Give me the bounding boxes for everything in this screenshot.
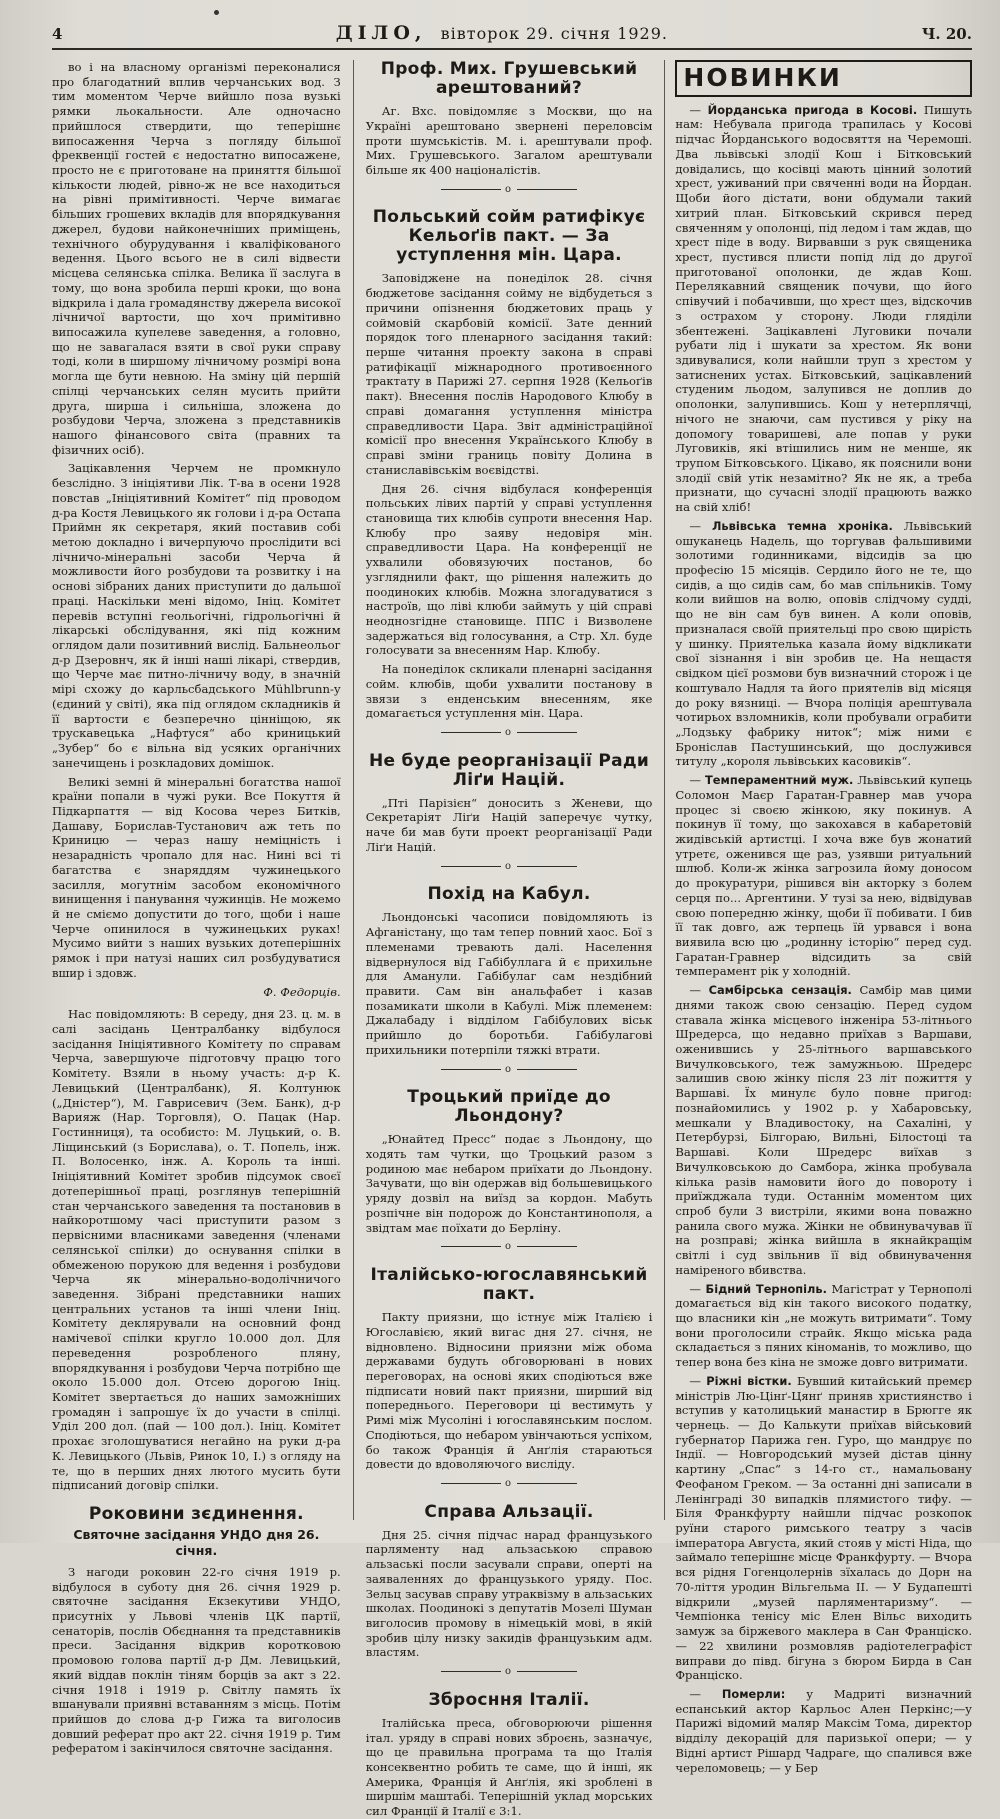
masthead — [52, 22, 972, 50]
article-paragraph: Нас повідомляють: В середу, дня 23. ц. м. в салі засідань Централбанку відбулося засідання Ініціятивного Комітету по справам Черча, завершуюче підготовчу працю того Комітету. Взяли в ньому участь: д-р К. Левицький (Централбанк), Я. Колтунюк („Дністер“), М. Гаврисевич (Зем. Банк), д-р Варияж (Нар. Торговля), О. Пацак (Нар. Гостинниця), та особисто: М. Луцький, о. В. Ліщинський (з Борислава), о. Т. Попель, інж. П. Волосенко, інж. А. Король та інші. Ініціятивний Комітет зробив підсумок своєї дотеперішньої праці, розглянув теперішній стан черчанського заведення та постановив в найкоротшому часі приступити разом з первісними власниками заведення (членами селянської спілки) до оснування спілки в обмеженою порукою для ведення і розбудови Черча як мінерально-водолічничого заведення. Зібрані представники наших центральних установ та інші члени Ініц. Комітету деклярували на основний фонд намічевої спілки круглo 10.000 дол. Для переведення розробленого пляну, впорядкування і розбудови Черча потрібно ще около 15.000 дол. Отсею дорогою Ініц. Комітет звертається до наших заможніших громадян і запрошує їх до участи в спілці. Уділ 200 дол. (пай — 100 дол.). Ініц. Комітет прохає зголошуватися негайно на руки д-ра К. Левицького (Львів, Ринок 10, I.) з огляду на те, що в перших днях лютого мусить бути підписаний договір спілки. — [52, 1007, 341, 1493]
issue-number: Ч. 20. — [921, 25, 972, 43]
article-headline: Проф. Мих. Грушевський арештований? — [380, 59, 638, 99]
ink-dot — [214, 10, 219, 15]
article-paragraph: во і на власному організмі переконалися про благодатний вплив черчанських вод. З тим моментом Черче вийшло поза вузькі рямки льокальности. Але одночасно прийшлося ствердити, що теперішнє випосаження Черча з погляду більшої фреквенції гостей є недостатно випосажене, просто не є приготоване на приняття більшої кількости людей, рівно-ж не все находиться на рівні примітивності. Черче вимагає більших грошевих вкладів для впорядкування джерел, будови найконечніших приміщень, технічного обурудування і кваліфікованого ведення. Цього всього не в силі відвести місцева селянська спілка. Велика її заслуга в тому, що вона зробила перші кроки, що вона відкрила і дала громадянству джерела високої лічничої вартости, що хоч примітивно випосажила купелеве заведення, а головно, що не завагалася взяти в свої руки справу тоді, коли в ширшому лічничому розмірі вона могла ще бути невною. На зміну цій першій спілці черчанських селян мусить прийти друга, ширша і сильніша, зложена до розбудови Черча, зложена з представників нашого фінансового світа (правних та фізичних осіб). — [52, 60, 341, 457]
article-headline: Польський сойм ратифікує Кельоґів пакт. — За уступлення мін. Цара. — [372, 207, 646, 266]
separator: o — [366, 1478, 653, 1491]
news-item-title: Померли: — [721, 1686, 786, 1701]
article-paragraph: Італійська преса, обговорюючи рішення італ. уряду в справі нових зброєнь, зазначує, що це правильна програма та що Італія консеквентно робить те саме, що й інші, як Америка, Франція й Анґлія, які зроблені в ширшім маштабі. Теперішній уклад морських сил Франції й Італії є 3:1. — [365, 1715, 653, 1819]
article-headline: Збросння Італії. — [428, 1689, 590, 1710]
article-subheadline: Святочне засідання УНДО дня 26. січня. — [73, 1527, 320, 1558]
article-paragraph: Великі земні й мінеральні богатства нашої країни попали в чужі руки. Все Покуття й Підкарпаття — від Косова через Битків, Дашаву, Борислав-Тустанович аж теть по Криницю — чераз нашу неміцність і незарадність чропало для нас. Нині всі ті багатства є знаряддям чужинецького засилля, могутнім засобом економічного винищення і панування чужинців. Не можемо й не сміємо допустити до того, щоби і наше Черче опинилося в чужинецьких руках! Мусимо вийти з наших вузьких дотеперішніх рямок і при натузі наших сил розбудуватися вшир і здовж. — [52, 774, 341, 980]
separator: o — [366, 184, 653, 197]
article-headline: Не буде реорганізації Ради Ліґи Націй. — [368, 750, 650, 790]
separator: o — [366, 727, 653, 740]
news-item-title: Темпераментний муж. — [705, 773, 854, 788]
column-left — [52, 60, 353, 1756]
article-paragraph: Дня 25. січня підчас нарад французького парляменту над альзаською справою альзаські посли засували справи, оперті на заяваленнях до французького уряду. Пос. Зельц засував справу утраквізму в альзаських школах. Поодинокі з депутатів Мозелі Шуман виголосив промову в німецькій мові, в якій зробив цілу низку закидів французьким адм. властям. — [365, 1527, 653, 1660]
article-paragraph: З нагоди роковин 22-го січня 1919 р. відбулося в суботу дня 26. січня 1929 р. святочне засідання Екзекутиви УНДО, присутніх у Львові членів ЦК партії, сенаторів, послів Обєднання та представників преси. Засідання відкрив коротковою промовою голова партії д-р Дм. Левицький, який віддав поклін тіням борців за акт з 22. січня 1918 і 1919 р. Світлу память їх вшанували приявні вставанням з місць. Потім прийшов до слова д-р Гижа та виголосив довший реферат про акт 22. січня 1919 р. Тим рефератом і закінчилося святочне засідання. — [52, 1564, 341, 1756]
article-paragraph: „Пті Парізієн“ доносить з Женеви, що Секретаріят Ліґи Націй заперечує чутку, наче би мав бути проект реорганізації Ради Ліґи Націй. — [365, 795, 653, 854]
issue-date: вівторок 29. січня 1929. — [440, 24, 668, 43]
masthead-center — [336, 22, 668, 44]
news-item: — Померли: у Мадриті визначний еспанський актор Карльос Ален Перкінс;—у Парижі відомий маляр Максім Тома, директор відділу декорацій для паризької опери; — у Відні артист Рішард Чадраге, що спалився вже череломовець; — у Бер — [675, 1686, 973, 1775]
news-item: — Самбірська сензація. Самбір мав цими днями також свою сензацію. Перед судом ставала жінка місцевого інженіра 53-літнього Шредерса, що недавно приїхав з Варшави, оженившись у 25-літнього варшавського Вичулковського, теж замужньою. Шредерс залишив свою жінку після 23 літ пожиття у Варшаві. Їх минулє було повне пригод: познайомились у 1902 р. у Хабаровську, мешкали у Владивостоку, на Сахаліні, у Петербурзі, Білгораю, Вильні, Білостоці та Варшаві. Коли Шредерс виїхав з Вичулковською до Самбора, жінка пробувала кілька разів намовити його до повороту і приїжджала туди. Останнім моментом цих спроб були 3 вистріли, якими вона поважно ранила свого мужа. Жінки не обвинувачував її на розправі; жінка вийшла в якнайкращім світлі і суд звільнив її від обвинувачення наміреного вбивства. — [675, 983, 972, 1277]
news-item-text: у Мадриті визначний еспанський актор Карльос Ален Перкінс;—у Парижі відомий маляр Максім Тома, директор відділу декорацій для паризької опери; — у Відні артист Рішард Чадраге, що спалився вже череломовець; — у Бер — [675, 1686, 973, 1775]
news-item-title: Ріжні вістки. — [706, 1373, 792, 1388]
news-item-text: Пишуть нам: Небувала пригода трапилась у Косові підчас Йорданського водосвяття на Черемоші. Два львівські злодії Кош і Бітковський довідались, що косівці мають цінний золотий хрест, уживаний при свяченні води на Йордан. Щоби його дістати, вони обдумали такий хитрий план. Бітковський скрився перед свяченням у ополонці, під ледом і там ждав, що хрест піде в воду. Вирвавши з рук священика хрест, пустився плисти попід лід до другої приготованої ополонки, де ждав Кош. Перелякавний священик почуви, що його співучий і побачивши, що хрест щез, відскочив з острахом у сторону. Люди гляділи збентежені. Зацікавлені Луговики почали рубати лід і шукати за хрестом. Як вони здивувалися, коли найшли труп з хрестом у затиснених устах. Бітковський, зацікавлений студеним льодом, залупився не доплив до ополонки, залупившись. Кош у нетерплячці, нічого не знаючи, сам пустився у ріку на допомогу товаришеві, але попав у руки Луговиків, які втішились ним не менше, як трупом Бітковського. Цікаво, як пояснили вони злодії свій утік незамітно? Як не як, а треба признати, що сучасні злодії працюють важко на свій хліб! — [675, 102, 973, 515]
newspaper-name: ДІЛО, — [335, 22, 427, 44]
article-paragraph: Аг. Вхс. повідомляє з Москви, що на Україні арештовано звернені переловсім проти шумськістів. М. і. арештували проф. Мих. Грушевського. Загалом арештували більше як 400 націоналістів. — [365, 104, 653, 177]
news-item-text: Львівський купець Соломон Маєр Гаратан-Гравнер мав учора процес зі своєю жінкою, яку покинув. А покинув її тому, що закохався в кабаретовій жидівській артистці. І хоча вже був жонатий утретє, оженився ще раз, узявши ритуальний шлюб. Коли-ж жінка загрозила йому доносом до прокуратури, рішився він акторку з болем серця по... Аргентини. У тузі за нею, відвідував свою попередню жінку, щоби її побивати. І бив її так довго, аж терпець їй урвався і вона виявила всю цю „родинну історію“ перед суд. Гаратан-Гравнер відсидить за свій темперамент рік у холодній. — [675, 773, 973, 979]
article-headline: Італійсько-югославянський пакт. — [370, 1265, 648, 1305]
section-title: НОВИНКИ — [675, 60, 972, 97]
article-paragraph: Заповіджене на понеділок 28. січня бюджетове засідання сойму не відбудеться з причини опізнення бюджетових праць у соймовій скарбовій комісії. Зате денний порядок того пленарного засідання такий: перше читання проекту закона в справі ратифікації міжнародного противоєнного трактату в Парижі 27. серпня 1928 (Кельоґів пакт). Внесення послів Народового Клюбу в справі домагання уступлення міністра справедливости Цара. Звіт адміністраційної комісії про внесення Українського Клюбу в справі зміни границь повіту Долина в станиславівськім воєвідстві. — [365, 271, 653, 477]
column-right — [664, 60, 973, 1775]
article-paragraph: Льондонські часописи повідомляють із Афганістану, що там тепер повний хаос. Бої з племенами тревають далі. Населення відвернулося від Габібуллага й є прихильне для Аманули. Габібулаг сам нездібний правити. Сам він анальфабет і казав позамикати школи в Кабулі. Між племенем: Джалабаду і відділом Габібулових віськ прийшло до боротьби. Габібулагові прихильники потерпіли тяжкі втрати. — [365, 910, 653, 1057]
author-signature: Ф. Федорців. — [263, 984, 341, 999]
news-item-text: Бувший китайський премєр міністрів Лю-Цінґ-Цянґ приняв християнство і вступив у католицький манастир в Брюгге як чернець. — До Калькути приїхав військовий губернатор Парижа ген. Гуро, що мандрує по Індії. — Новгородський музей дістав цінну картину „Спас“ з 14-го ст., намальовану Феофаном Греком. — За останні дні записали в Ленінграді 30 випадків плямистого тифу. — Біля Франкфурту найшли підчас розкопок руїни старого римського театру з часів імператора Августа, який стояв у місті Ніда, що займало теперішнє місце Франкфурту. — Вчора вся рідня Гогенцолернів зїхалась до Дорн на 70-ліття уродин Вільгельма II. — У Будапешті відкрили „музей парляментаризму“. — Чемпіонка тенісу міс Елен Вільс виходить замуж за біржевого маклера в Сан Франціско. — 22 хвилини розмовляв радіотелеграфіст виправи до півд. бігуна з бюром Бирда в Сан Франціско. — [675, 1373, 973, 1683]
article-paragraph: Пакту приязни, що істнує між Італією і Югославією, який вигас дня 27. січня, не відновлено. Відносини приязни між обома державами будуть обговорювані в нових переговорах, на основі яких сподіються вже підписати новий пакт приязни, ширший від попереднього. Переговори ці вестимуть у Римі між Мусоліні і югославянським послом. Сподіються, що небаром увінчаються успіхом, бо також Франція й Анґлія стараються довести до вдоволяючого висліду. — [365, 1310, 653, 1472]
news-item: — Ріжні вістки. Бувший китайський премєр міністрів Лю-Цінґ-Цянґ приняв християнство і вступив у католицький манастир в Брюгге як чернець. — До Калькути приїхав військовий губернатор Парижа ген. Гуро, що мандрує по Індії. — Новгородський музей дістав цінну картину „Спас“ з 14-го ст., намальовану Феофаном Греком. — За останні дні записали в Ленінграді 30 випадків плямистого тифу. — Біля Франкфурту найшли підчас розкопок руїни старого римського театру з часів імператора Августа, який стояв у місті Ніда, що займало теперішнє місце Франкфурту. — Вчора вся рідня Гогенцолернів зїхалась до Дорн на 70-ліття уродин Вільгельма II. — У Будапешті відкрили „музей парляментаризму“. — Чемпіонка тенісу міс Елен Вільс виходить замуж за біржевого маклера в Сан Франціско. — 22 хвилини розмовляв радіотелеграфіст виправи до півд. бігуна з бюром Бирда в Сан Франціско. — [675, 1373, 973, 1683]
article-headline: Троцький приїде до Льондону? — [407, 1087, 611, 1127]
news-item-title: Львівська темна хроніка. — [711, 518, 893, 533]
separator: o — [366, 1241, 653, 1254]
page-number: 4 — [52, 25, 63, 43]
separator: o — [366, 1064, 653, 1077]
column-middle — [353, 59, 665, 1819]
columns — [52, 59, 973, 1819]
news-item: — Темпераментний муж. Львівський купець Соломон Маєр Гаратан-Гравнер мав учора процес зі своєю жінкою, яку покинув. А покинув її тому, що закохався в кабаретовій жидівській артистці. І хоча вже був жонатий утретє, оженився ще раз, узявши ритуальний шлюб. Коли-ж жінка загрозила йому доносом до прокуратури, рішився він акторку з болем серця по... Аргентини. У тузі за нею, відвідував свою попередню жінку, щоби її побивати. І бив її так довго, аж терпець їй урвався і вона виявила всю цю „родинну історію“ перед суд. Гаратан-Гравнер відсидить за свій темперамент рік у холодній. — [675, 773, 973, 979]
news-item-text: Магістрат у Тернополі домагається від кін такого високого податку, що власники кін „не можуть витримати“. Тому вони проголосили страйк. Якщо міська рада складається з пяних кіноманів, то можливо, що тепер вона без кіна не зможе довго витримати. — [675, 1281, 973, 1370]
news-item-title: Самбірська сензація. — [708, 983, 852, 998]
news-item-title: Йорданська пригода в Косові. — [707, 102, 918, 117]
article-headline: Справа Альзації. — [424, 1501, 594, 1522]
article-headline: Роковини зєдинення. — [88, 1504, 304, 1524]
news-item-title: Бідний Тернопіль. — [705, 1281, 827, 1296]
news-item-text: Львівський ошуканець Надель, що торгував фальшивими золотими годинниками, відсидів за цю професію 15 місяців. Сердило його не те, що сидів, а що сидів сам, бо мав спільників. Тому коли вийшов на волю, оповів слідчому судді, що не він сам був винен. А коли оповів, призналася своїй приятельці про свою щирість у шинку. Приятелька казала йому відкликати свої зізнання і він зробив це. На нещастя свідком цієї розмови був визначний сторож і це коштувало Надля та його приятелів від місяця до року вязниці. — Вчора поліція арештувала чотирьох взломників, коли пробували ограбити „Лодзьку фабрику ниток“; між ними є Броніслав Пастушинський, що дослужився титулу „короля львівських касовиків“. — [675, 518, 973, 769]
article-headline: Похід на Кабул. — [427, 884, 591, 905]
news-item: — Львівська темна хроніка. Львівський ошуканець Надель, що торгував фальшивими золотими годинниками, відсидів за цю професію 15 місяців. Сердило його не те, що сидів, а що сидів сам, бо мав спільників. Тому коли вийшов на волю, оповів слідчому судді, що не він сам був винен. А коли оповів, призналася своїй приятельці про свою щирість у шинку. Приятелька казала йому відкликати свої зізнання і він зробив це. На нещастя свідком цієї розмови був визначний сторож і це коштувало Надля та його приятелів від місяця до року вязниці. — Вчора поліція арештувала чотирьох взломників, коли пробували ограбити „Лодзьку фабрику ниток“; між ними є Броніслав Пастушинський, що дослужився титулу „короля львівських касовиків“. — [675, 518, 973, 769]
article-paragraph: Зацікавлення Черчем не промкнуло безслідно. З ініціятиви Лік. Т-ва в осени 1928 повстав „Ініціятивний Комітет“ під проводом д-ра Костя Левицького як голови і д-ра Остапа Приймн як секретаря, який поставив собі метою докладно і вичерпуючо прослідити всі лічничо-мінеральні засоби Черча й можливости його розбудови та розвитку і на основі зібраних даних приступити до дальшої праці. Наскільки мені відомо, Ініц. Комітет перевів вступні геольогічні, гідрольогічні й лікарські обслідування, які під кожним оглядом дали позитивний вислід. Бальнеольог д-р Дзеровнч, як й інші наші лікарі, ствердив, що Черче має питно-лічничу воду, в значній мірі схожу до карльсбадського Mühlbrunn-у (єдиний у світі), яка під оглядом складників й її вартости є безперечно цінніщою, як трускавецька „Нафтуся“ або криницький „Зубер“ бо є вільна від усяких органічних занечищень і розкладових домішок. — [52, 461, 341, 770]
separator: o — [366, 861, 653, 874]
news-item-text: Самбір мав цими днями також свою сензацію. Перед судом ставала жінка місцевого інженіра 53-літнього Шредерса, що недавно приїхав з Варшави, оженившись у 25-літнього варшавського Вичулковського, теж замужньою. Шредерс залишив свою жінку після 23 літ пожиття у Варшаві. Їх минулє було повне пригод: познайомились у 1902 р. у Хабаровську, мешкали у Владивостоку, на Сахаліні, у Петербурзі, Білгораю, Вильні, Білостоці та Варшаві. Коли Шредерс виїхав з Вичулковською до Самбора, жінка пробувала кілька разів намовити його до повороту і приїжджала туди. Останнім моментом цих спроб були 3 вистріли, якими вона поважно ранила свого мужа. Жінки не обвинувачував її на розправі; жінка вийшла в якнайкращім світлі і суд звільнив її від обвинувачення наміреного вбивства. — [675, 983, 972, 1277]
article-paragraph: На понеділок скликали пленарні засідання сойм. клюбів, щоби ухвалити постанову в звязи з енденським внесенням, яке домагається уступлення мін. Цара. — [365, 662, 653, 721]
article-paragraph: Дня 26. січня відбулася конференція польських лівих партій у справі уступлення становища тих клюбів супроти внесення Нар. Клюбу про заяву недовіря мін. справедливости Цара. На конференції не ухвалили обовязуючих постанов, бо узгляднили факт, що рішення належить до поодиноких клюбів. Можна злогадуватися з настроїв, що ліві клюби займуть у цій справі неоднозгідне становище. ППС і Визволене задержаться від голосування, а Стр. Хл. буде голосувати за внесенням Нар. Клюбу. — [365, 481, 653, 658]
article-paragraph: „Юнайтед Пресс“ подає з Льондону, що ходять там чутки, що Троцький разом з родиною має небаром приїхати до Льондону. Зачувати, що він одержав від большевицького уряду дозвіл на виїзд за кордон. Мабуть розпічне він подорож до Константинополя, а звідтам має поїхати до Берліну. — [365, 1132, 653, 1235]
news-item: — Йорданська пригода в Косові. Пишуть нам: Небувала пригода трапилась у Косові підчас Йорданського водосвяття на Черемоші. Два львівські злодії Кош і Бітковський довідались, що косівці мають цінний золотий хрест, уживаний при свяченні води на Йордан. Щоби його дістати, вони обдумали такий хитрий план. Бітковський скрився перед свяченням у ополонці, під ледом і там ждав, що хрест піде в воду. Вирвавши з рук священика хрест, пустився плисти попід лід до другої приготованої ополонки, де ждав Кош. Перелякавний священик почуви, що його співучий і побачивши, що хрест щез, відскочив з острахом у сторону. Люди гляділи збентежені. Зацікавлені Луговики почали рубати лід і шукати за хрестом. Як вони здивувалися, коли найшли труп з хрестом у затиснених устах. Бітковський, зацікавлений студеним льодом, залупився не доплив до ополонки, залупившись. Кош у нетерплячці, нічого не знаючи, сам пустився у ріку на допомогу товаришеві, але попав у руки Луговиків, які втішились ним не менше, як трупом Бітковського. Цікаво, як пояснили вони злодії свій утік незамітно? Як не як, а треба признати, що сучасні злодії працюють важко на свій хліб! — [675, 102, 973, 515]
separator: o — [366, 1666, 653, 1679]
news-item: — Бідний Тернопіль. Магістрат у Тернополі домагається від кін такого високого податку, що власники кін „не можуть витримати“. Тому вони проголосили страйк. Якщо міська рада складається з пяних кіноманів, то можливо, що тепер вона без кіна не зможе довго витримати. — [675, 1281, 973, 1370]
